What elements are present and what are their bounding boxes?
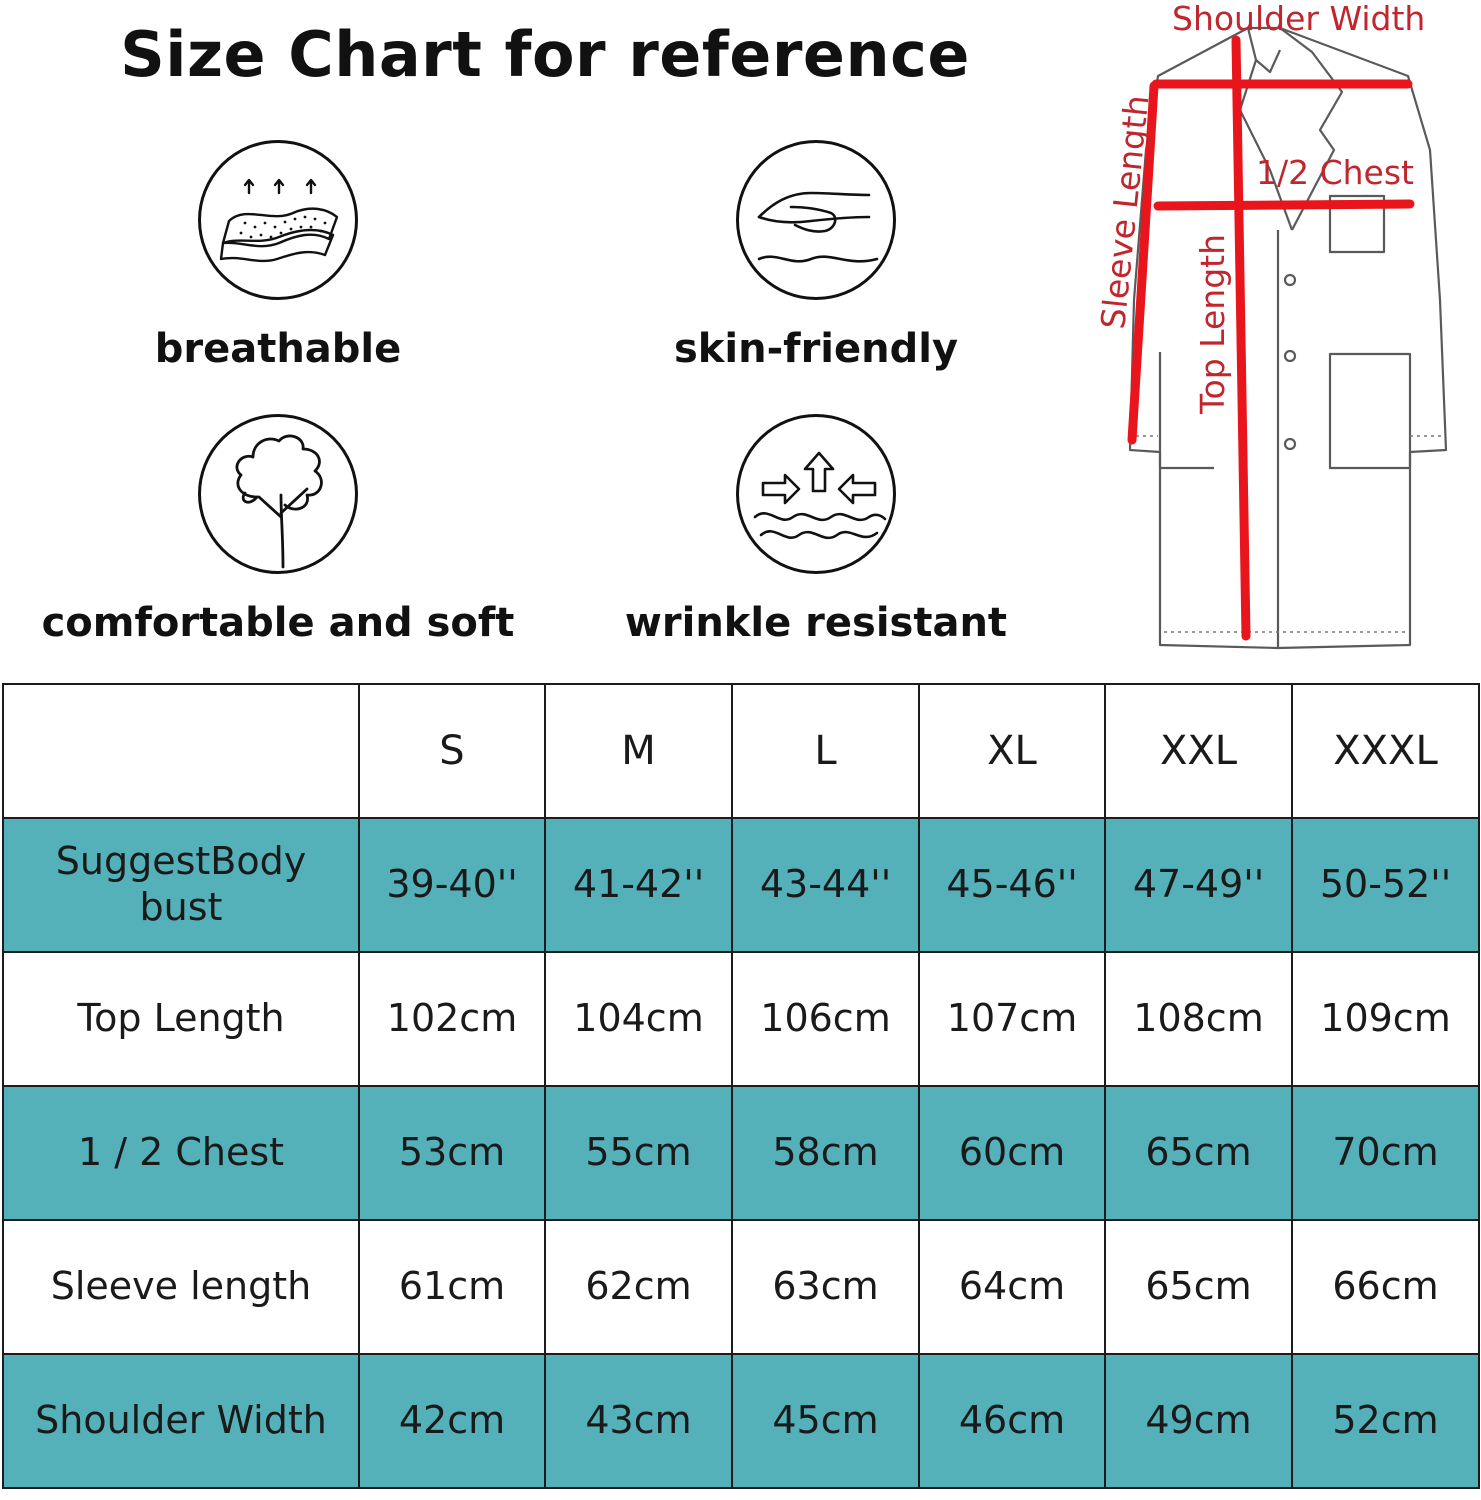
feature-comfortable-soft [18,414,538,646]
table-cell: 58cm [732,1086,919,1220]
table-cell: 62cm [545,1220,732,1354]
table-cell: 102cm [359,952,545,1086]
table-cell: 66cm [1292,1220,1479,1354]
table-header-cell: XL [919,684,1105,818]
table-cell: 41-42'' [545,818,732,952]
row-label: 1 / 2 Chest [3,1086,359,1220]
hand-on-fabric-icon [736,140,896,300]
table-cell: 55cm [545,1086,732,1220]
table-cell: 39-40'' [359,818,545,952]
table-cell: 61cm [359,1220,545,1354]
table-header-cell: L [732,684,919,818]
half-chest-label: 1/2 Chest [1256,153,1414,192]
size-table [2,683,1480,1489]
page-title: Size Chart for reference [120,18,970,91]
table-cell: 49cm [1105,1354,1292,1488]
feature-label: skin-friendly [673,326,959,372]
table-cell: 65cm [1105,1086,1292,1220]
row-label: SuggestBody bust [3,818,359,952]
feature-skin-friendly [556,140,1076,372]
table-cell: 43cm [545,1354,732,1488]
shoulder-width-label: Shoulder Width [1172,0,1426,38]
table-cell: 53cm [359,1086,545,1220]
lab-coat-diagram [1080,0,1460,660]
table-row [3,1220,1479,1354]
feature-label: comfortable and soft [41,600,515,646]
row-label: Top Length [3,952,359,1086]
table-row [3,818,1479,952]
table-row [3,952,1479,1086]
table-cell: 60cm [919,1086,1105,1220]
table-cell: 50-52'' [1292,818,1479,952]
table-cell: 52cm [1292,1354,1479,1488]
table-header-cell: XXXL [1292,684,1479,818]
table-cell: 70cm [1292,1086,1479,1220]
table-cell: 45cm [732,1354,919,1488]
row-label: Sleeve length [3,1220,359,1354]
table-cell: 106cm [732,952,919,1086]
table-cell: 47-49'' [1105,818,1292,952]
top-length-label: Top Length [1193,233,1232,414]
table-cell: 45-46'' [919,818,1105,952]
feature-label: wrinkle resistant [624,600,1008,646]
table-cell: 107cm [919,952,1105,1086]
table-cell: 42cm [359,1354,545,1488]
table-cell: 104cm [545,952,732,1086]
table-cell: 63cm [732,1220,919,1354]
feature-wrinkle-resistant [556,414,1076,646]
cotton-plant-icon [198,414,358,574]
breathable-fabric-icon [198,140,358,300]
table-cell: 46cm [919,1354,1105,1488]
feature-breathable [18,140,538,372]
table-cell: 65cm [1105,1220,1292,1354]
table-header-cell: XXL [1105,684,1292,818]
table-cell: 108cm [1105,952,1292,1086]
table-cell: 109cm [1292,952,1479,1086]
table-header-cell: M [545,684,732,818]
table-cell: 43-44'' [732,818,919,952]
feature-label: breathable [154,326,402,372]
row-label: Shoulder Width [3,1354,359,1488]
wrinkle-resistant-icon [736,414,896,574]
table-header-cell [3,684,359,818]
table-header-row [3,684,1479,818]
table-cell: 64cm [919,1220,1105,1354]
table-row [3,1354,1479,1488]
sleeve-length-label: Sleeve Length [1093,93,1157,331]
table-row [3,1086,1479,1220]
table-header-cell: S [359,684,545,818]
